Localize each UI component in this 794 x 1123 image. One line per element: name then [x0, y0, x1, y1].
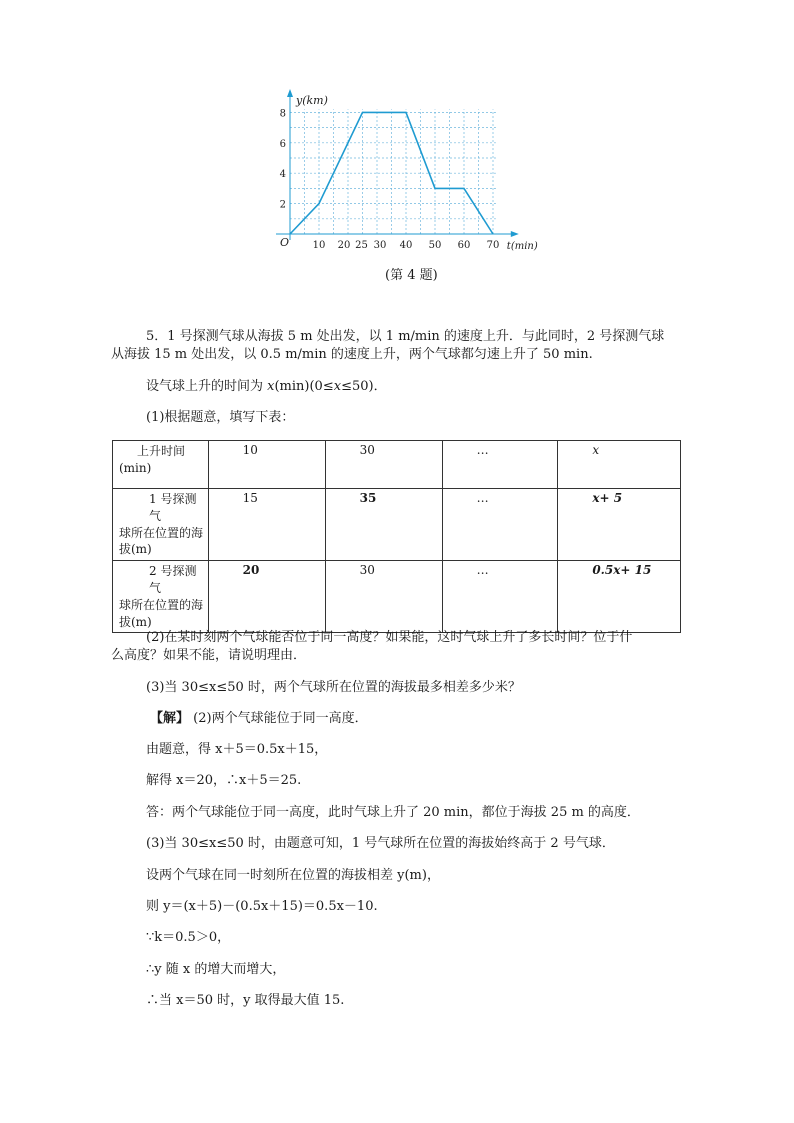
fill-in-table [112, 440, 681, 633]
setup-text-a: 设气球上升的时间为 [146, 379, 268, 394]
origin-label: O [280, 236, 290, 249]
figure-caption: (第 4 题) [385, 268, 438, 283]
question-3: (3)当 30≤x≤50 时，两个气球所在位置的海拔最多相差多少米？ [146, 680, 521, 695]
x-tick-label: 50 [428, 240, 442, 251]
table-cell: … [442, 489, 558, 561]
row-header-time: 上升时间 (min) [113, 441, 209, 489]
x-tick-label: 20 [337, 240, 351, 251]
table-cell: 20 [208, 561, 325, 633]
solution-step-8: ∵k＝0.5＞0， [146, 930, 231, 945]
x-tick-label: 60 [457, 240, 471, 251]
table-cell: 35 [325, 489, 442, 561]
solution-heading [150, 709, 368, 729]
x-axis-arrow [511, 231, 519, 237]
question-2-line-2: 么高度？如果不能，请说明理由． [111, 648, 307, 663]
setup-variable-2: x [333, 379, 342, 394]
solution-step-1: (2)两个气球能位于同一高度． [189, 711, 368, 726]
solution-step-3: 解得 x＝20，∴x＋5＝25. [146, 773, 302, 788]
table-cell: 30 [325, 561, 442, 633]
question-2-line-1: (2)在某时刻两个气球能否位于同一高度？如果能，这时气球上升了多长时间？位于什 [146, 630, 633, 645]
table-cell: 0.5x+ 15 [558, 561, 681, 633]
problem-setup [146, 377, 387, 397]
problem-intro-line-1: 5．1 号探测气球从海拔 5 m 处出发，以 1 m/min 的速度上升．与此同时，2 号探测气球 [146, 329, 665, 344]
x-tick-label: 30 [373, 240, 387, 251]
solution-part-3: (3)当 30≤x≤50 时，由题意可知，1 号气球所在位置的海拔始终高于 2 号气球． [146, 836, 615, 851]
table-cell: … [442, 441, 558, 489]
x-tick-label: 25 [355, 240, 368, 251]
solution-answer: 答：两个气球能位于同一高度，此时气球上升了 20 min，都位于海拔 25 m 的高度． [146, 805, 640, 820]
x-tick-label: 10 [312, 240, 326, 251]
y-tick-label: 8 [279, 108, 286, 120]
solution-step-9: ∴y 随 x 的增大而增大， [146, 962, 286, 977]
altitude-time-graph [270, 85, 540, 255]
table-row-time [113, 441, 681, 489]
table-row-balloon-2 [113, 561, 681, 633]
table-cell: 15 [208, 489, 325, 561]
setup-variable: x [267, 379, 275, 394]
solution-step-6: 设两个气球在同一时刻所在位置的海拔相差 y(m)， [146, 868, 440, 883]
solution-step-10: ∴当 x＝50 时，y 取得最大值 15. [146, 993, 345, 1008]
x-tick-label: 70 [486, 240, 500, 251]
x-axis-label: t(min) [506, 241, 538, 252]
table-cell: 10 [208, 441, 325, 489]
problem-intro-line-2: 从海拔 15 m 处出发，以 0.5 m/min 的速度上升，两个气球都匀速上升了 50 min. [111, 347, 593, 362]
table-cell: 30 [325, 441, 442, 489]
setup-text-c: ≤50)． [341, 379, 387, 394]
y-tick-label: 4 [279, 169, 286, 181]
setup-text-b: (min)(0≤ [274, 379, 334, 394]
table-row-balloon-1 [113, 489, 681, 561]
table-cell: x+ 5 [558, 489, 681, 561]
question-1: (1)根据题意，填写下表： [146, 410, 295, 425]
y-axis-arrow [287, 89, 293, 97]
table-cell: … [442, 561, 558, 633]
solution-step-2: 由题意，得 x＋5＝0.5x＋15， [146, 742, 328, 757]
solution-step-7: 则 y＝(x＋5)－(0.5x＋15)＝0.5x－10. [146, 899, 378, 914]
row-header-balloon-1: 1 号探测气 球所在位置的海 拔(m) [113, 489, 209, 561]
y-axis-label: y(km) [296, 94, 328, 107]
x-tick-label: 40 [399, 240, 413, 251]
y-tick-label: 2 [279, 199, 286, 211]
solution-tag: 【解】 [150, 711, 190, 726]
y-tick-label: 6 [279, 138, 286, 150]
row-header-balloon-2: 2 号探测气 球所在位置的海 拔(m) [113, 561, 209, 633]
table-cell: x [558, 441, 681, 489]
